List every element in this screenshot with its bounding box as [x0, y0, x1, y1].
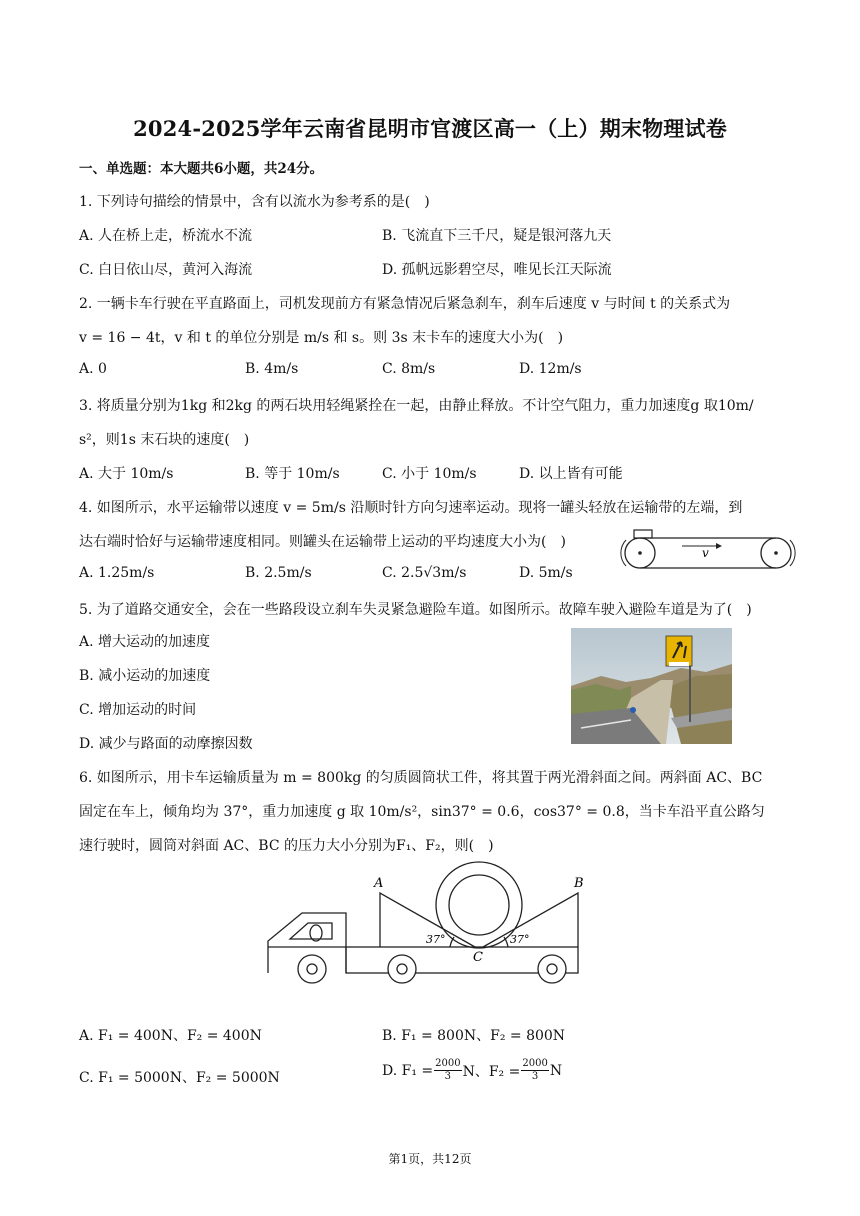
q2-stem-line1: 2. 一辆卡车行驶在平直路面上，司机发现前方有紧急情况后紧急刹车，刹车后速度 v 与时间 t 的关系式为: [79, 296, 731, 312]
q4-option-c: C. 2.5√3m/s: [382, 565, 467, 581]
q6-option-d: [382, 1058, 562, 1083]
fraction-2: [521, 1058, 548, 1083]
q3-option-a: A. 大于 10m/s: [79, 466, 174, 482]
q5-option-d: D. 减少与路面的动摩擦因数: [79, 736, 253, 752]
q1-option-a: A. 人在桥上走，桥流水不流: [79, 228, 253, 244]
q2-option-d: D. 12m/s: [519, 361, 582, 377]
q4-option-a: A. 1.25m/s: [79, 565, 155, 581]
q6-stem-line3: 速行驶时，圆筒对斜面 AC、BC 的压力大小分别为F₁、F₂，则( ): [79, 838, 494, 854]
angle-right-label: 37°: [510, 933, 530, 946]
page-title: 2024-2025学年云南省昆明市官渡区高一（上）期末物理试卷: [133, 116, 727, 141]
can-block: [634, 530, 652, 538]
q4-stem-line2: 达右端时恰好与运输带速度相同。则罐头在运输带上运动的平均速度大小为( ): [79, 534, 566, 550]
label-a: A: [374, 876, 384, 891]
velocity-label: v: [702, 546, 709, 560]
fraction-1-numerator: 2000: [435, 1058, 461, 1069]
q1-option-b: B. 飞流直下三千尺，疑是银河落九天: [382, 228, 612, 244]
q6-option-b: B. F₁ = 800N、F₂ = 800N: [382, 1028, 566, 1044]
q1-option-c: C. 白日依山尽，黄河入海流: [79, 262, 253, 278]
q4-stem-line1: 4. 如图所示，水平运输带以速度 v = 5m/s 沿顺时针方向匀速率运动。现将一罐头轻放在运输带的左端，到: [79, 500, 743, 516]
q5-option-c: C. 增加运动的时间: [79, 702, 197, 718]
q1-stem: 1. 下列诗句描绘的情景中，含有以流水为参考系的是( ): [79, 194, 430, 210]
q2-stem-line2: v = 16 − 4t，v 和 t 的单位分别是 m/s 和 s。则 3s 末卡车的速度大小为( ): [79, 330, 564, 346]
q6-option-c: C. F₁ = 5000N、F₂ = 5000N: [79, 1070, 280, 1086]
q4-option-b: B. 2.5m/s: [245, 565, 312, 581]
fraction-1: [434, 1058, 461, 1083]
q6-option-a: A. F₁ = 400N、F₂ = 400N: [79, 1028, 262, 1044]
fraction-2-denominator: 3: [531, 1071, 539, 1082]
label-b: B: [574, 876, 584, 891]
q5-option-a: A. 增大运动的加速度: [79, 634, 211, 650]
q1-option-d: D. 孤帆远影碧空尽，唯见长江天际流: [382, 262, 612, 278]
escape-lane-photo: [571, 628, 732, 744]
fraction-2-numerator: 2000: [522, 1058, 548, 1069]
cylinder-inner: [449, 875, 509, 935]
q3-option-c: C. 小于 10m/s: [382, 466, 477, 482]
angle-left-label: 37°: [426, 933, 446, 946]
page-footer: 第1页，共12页: [388, 1152, 472, 1166]
truck-figure: [260, 855, 600, 987]
section-heading: 一、单选题：本大题共6小题，共24分。: [79, 161, 324, 177]
q2-option-b: B. 4m/s: [245, 361, 299, 377]
q6-option-d-middle: N、F₂ =: [462, 1063, 521, 1080]
q6-stem-line2: 固定在车上，倾角均为 37°，重力加速度 g 取 10m/s²，sin37° = 0.6，cos37° = 0.8，当卡车沿平直公路匀: [79, 804, 765, 820]
fraction-1-denominator: 3: [444, 1071, 452, 1082]
q6-stem-line1: 6. 如图所示，用卡车运输质量为 m = 800kg 的匀质圆筒状工件，将其置于两光滑斜面之间。两斜面 AC、BC: [79, 770, 763, 786]
q6-option-d-prefix: D. F₁ =: [382, 1062, 434, 1079]
warning-sign: [666, 636, 692, 666]
q2-option-a: A. 0: [79, 361, 107, 377]
label-c: C: [473, 950, 483, 965]
q5-option-b: B. 减小运动的加速度: [79, 668, 211, 684]
q2-option-c: C. 8m/s: [382, 361, 436, 377]
q3-stem-line2: s²，则1s 末石块的速度( ): [79, 432, 250, 448]
q5-stem: 5. 为了道路交通安全，会在一些路段设立刹车失灵紧急避险车道。如图所示。故障车驶入避险车道是为了( ): [79, 602, 752, 618]
q3-stem-line1: 3. 将质量分别为1kg 和2kg 的两石块用轻绳紧拴在一起，由静止释放。不计空气阻力，重力加速度g 取10m/: [79, 398, 754, 414]
q6-option-d-suffix: N: [549, 1062, 563, 1079]
q3-option-d: D. 以上皆有可能: [519, 466, 623, 482]
conveyor-belt-figure: [618, 526, 800, 578]
q3-option-b: B. 等于 10m/s: [245, 466, 340, 482]
q4-option-d: D. 5m/s: [519, 565, 573, 581]
